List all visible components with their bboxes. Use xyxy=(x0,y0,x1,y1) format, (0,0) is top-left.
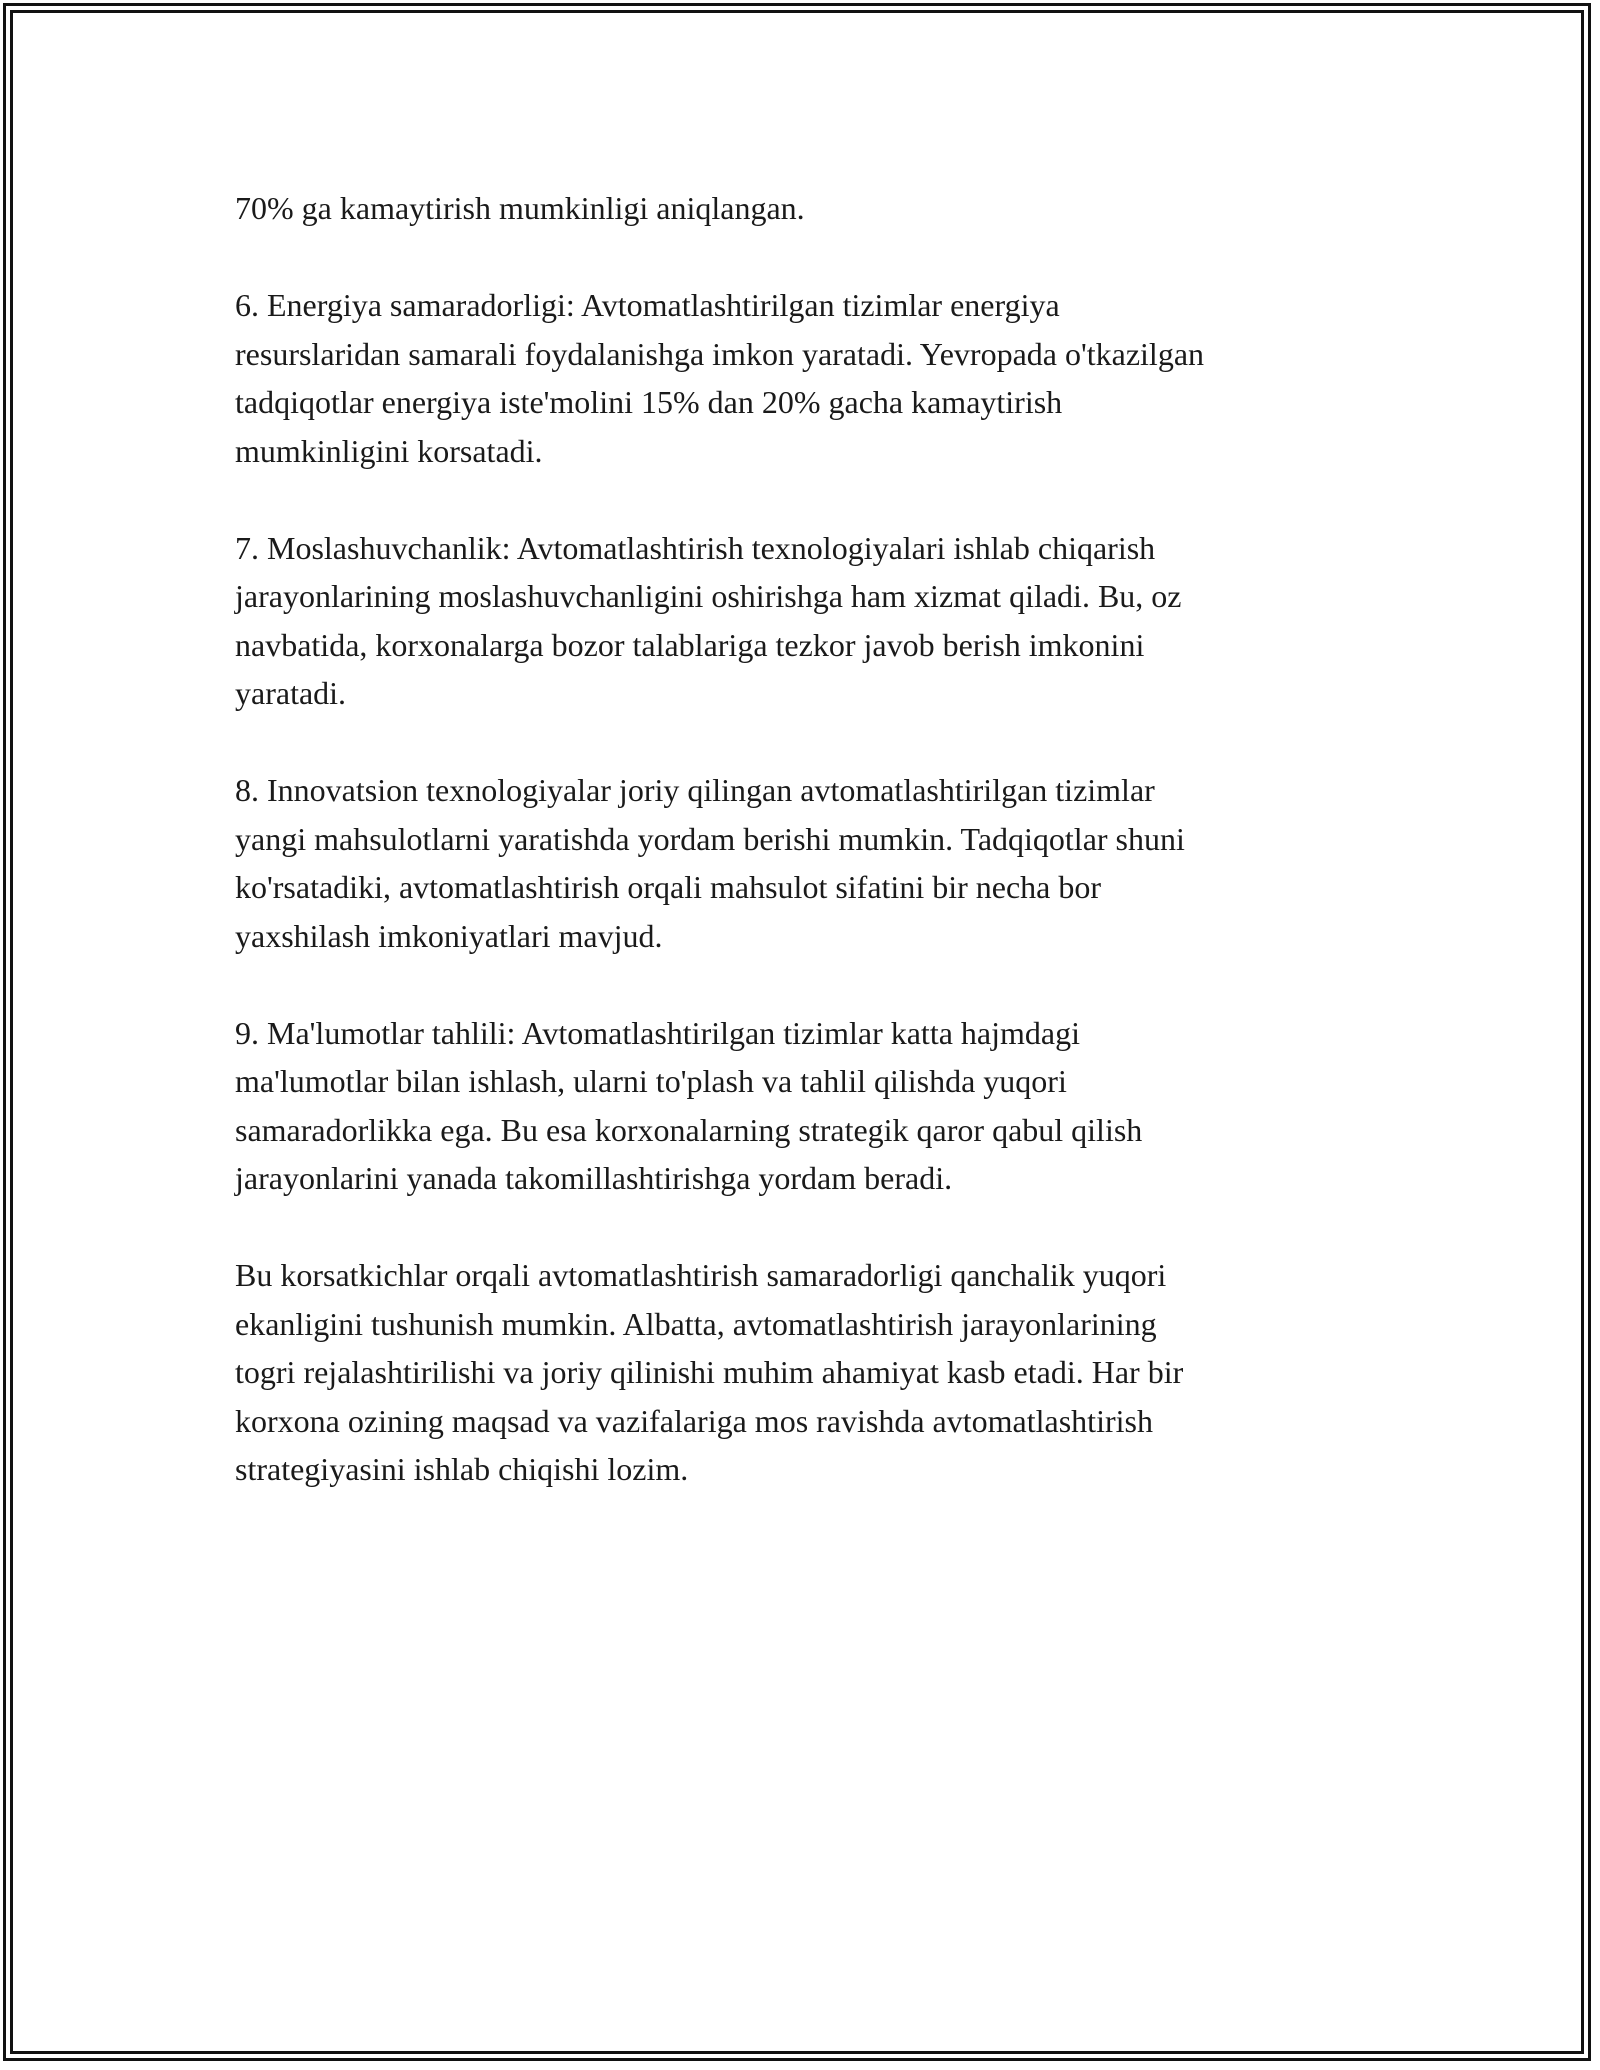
paragraph-conclusion: Bu korsatkichlar orqali avtomatlashtirish samaradorligi qanchalik yuqori ekanligini tushunish mumkin. Albatta, avtomatlashtirish jarayonlarining togri rejalashtirilishi va joriy qilinishi muhim ahamiyat kasb etadi. Har bir korxona ozining maqsad va vazifalariga mos ravishda avtomatlashtirish strategiyasini ishlab chiqishi lozim. xyxy=(235,1257,1184,1487)
paragraph-data-analysis: 9. Ma'lumotlar tahlili: Avtomatlashtirilgan tizimlar katta hajmdagi ma'lumotlar bilan ishlash, ularni to'plash va tahlil qilishda yuqori samaradorlikka ega. Bu esa korxonalarning strategik qaror qabul qilish jarayonlarini yanada takomillashtirishga yordam beradi. xyxy=(235,1014,1143,1196)
paragraph-energy-efficiency: 6. Energiya samaradorligi: Avtomatlashtirilgan tizimlar energiya resurslaridan samarali foydalanishga imkon yaratadi. Yevropada o'tkazilgan tadqiqotlar energiya iste'molini 15% dan 20% gacha kamaytirish mumkinligini korsatadi. xyxy=(235,287,1205,469)
document-body xyxy=(235,184,1365,1494)
paragraph-continuation: 70% ga kamaytirish mumkinligi aniqlangan. xyxy=(235,190,805,226)
paragraph-innovation: 8. Innovatsion texnologiyalar joriy qilingan avtomatlashtirilgan tizimlar yangi mahsulotlarni yaratishda yordam berishi mumkin. Tadqiqotlar shuni ko'rsatadiki, avtomatlashtirish orqali mahsulot sifatini bir necha bor yaxshilash imkoniyatlari mavjud. xyxy=(235,772,1185,954)
paragraph-flexibility: 7. Moslashuvchanlik: Avtomatlashtirish texnologiyalari ishlab chiqarish jarayonlarining moslashuvchanligini oshirishga ham xizmat qiladi. Bu, oz navbatida, korxonalarga bozor talablariga tezkor javob berish imkonini yaratadi. xyxy=(235,529,1182,711)
